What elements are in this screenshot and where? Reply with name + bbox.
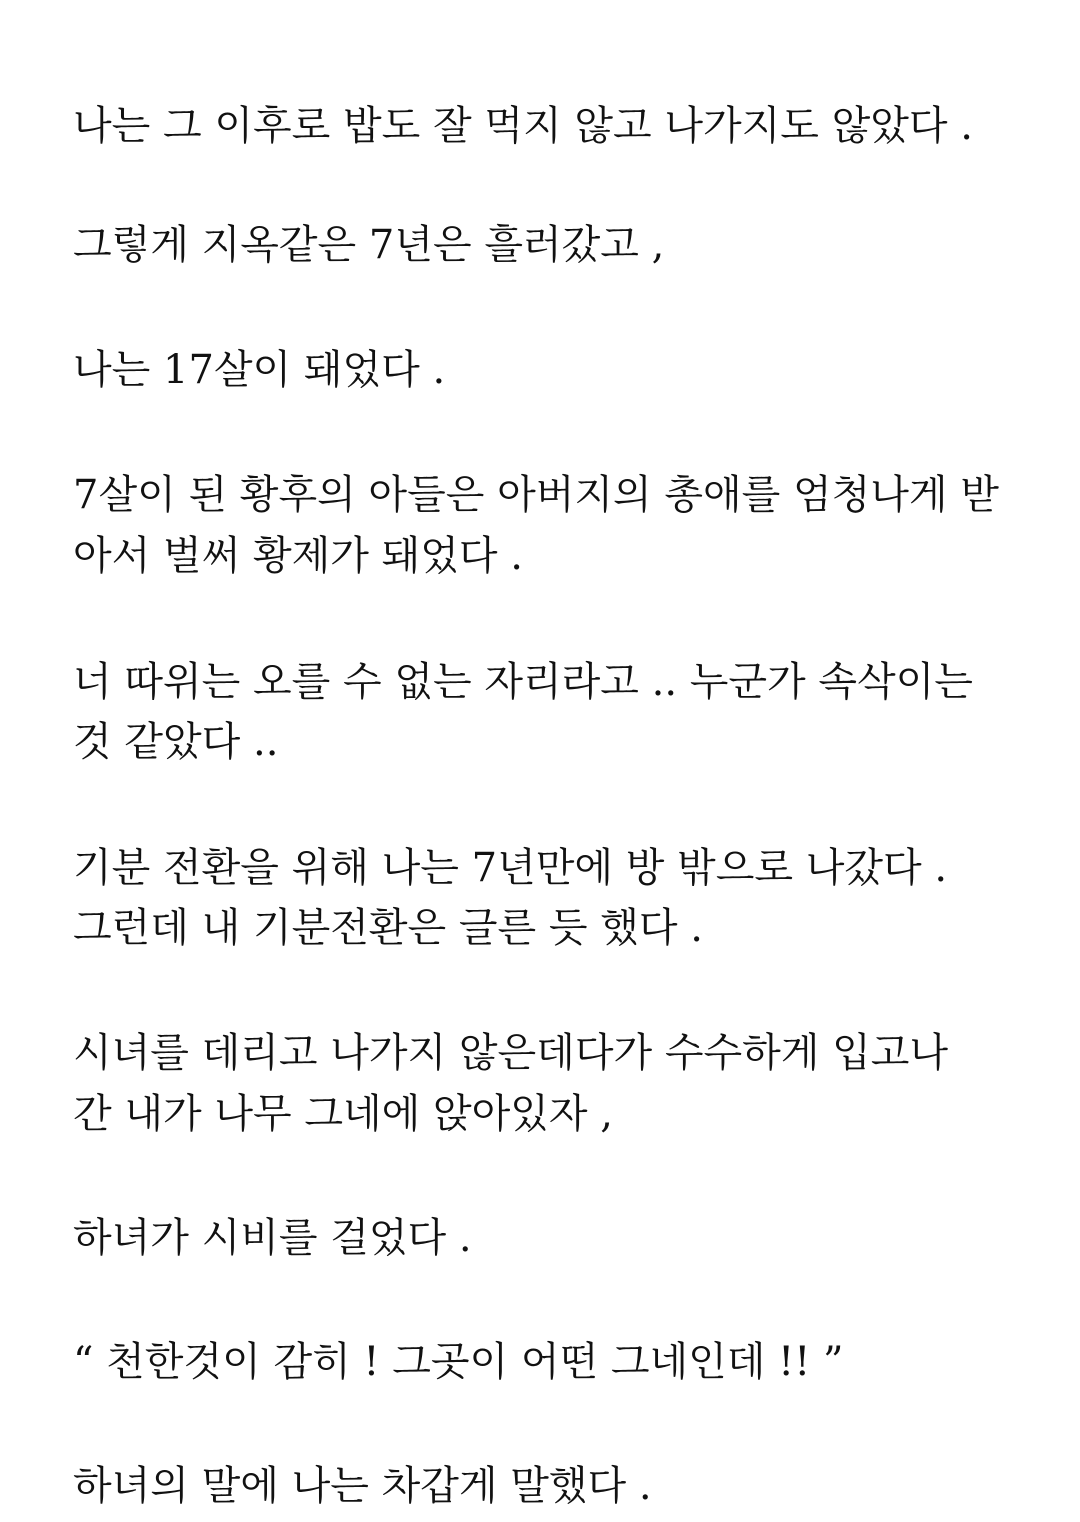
text-line: 7살이 된 황후의 아들은 아버지의 총애를 엄청나게 받 (73, 472, 999, 518)
text-line: 시녀를 데리고 나가지 않은데다가 수수하게 입고나 (73, 1030, 949, 1076)
text-line: 간 내가 나무 그네에 앉아있자 , (73, 1091, 613, 1137)
text-line: 기분 전환을 위해 나는 7년만에 방 밖으로 나갔다 . (73, 845, 948, 891)
text-line: 나는 17살이 돼었다 . (73, 347, 446, 393)
text-line: 나는 그 이후로 밥도 잘 먹지 않고 나가지도 않았다 . (73, 103, 973, 149)
text-line: “ 천한것이 감히 ! 그곳이 어떤 그네인데 !! ” (73, 1339, 844, 1385)
text-line: 하녀가 시비를 걸었다 . (73, 1215, 472, 1261)
text-line: 아서 벌써 황제가 돼었다 . (73, 533, 523, 579)
text-line: 그런데 내 기분전환은 글른 듯 했다 . (73, 905, 703, 951)
text-line: 그렇게 지옥같은 7년은 흘러갔고 , (73, 222, 665, 268)
text-line: 것 같았다 .. (73, 719, 279, 765)
text-line: 하녀의 말에 나는 차갑게 말했다 . (73, 1463, 652, 1509)
text-line: 너 따위는 오를 수 없는 자리라고 .. 누군가 속삭이는 (73, 659, 973, 705)
